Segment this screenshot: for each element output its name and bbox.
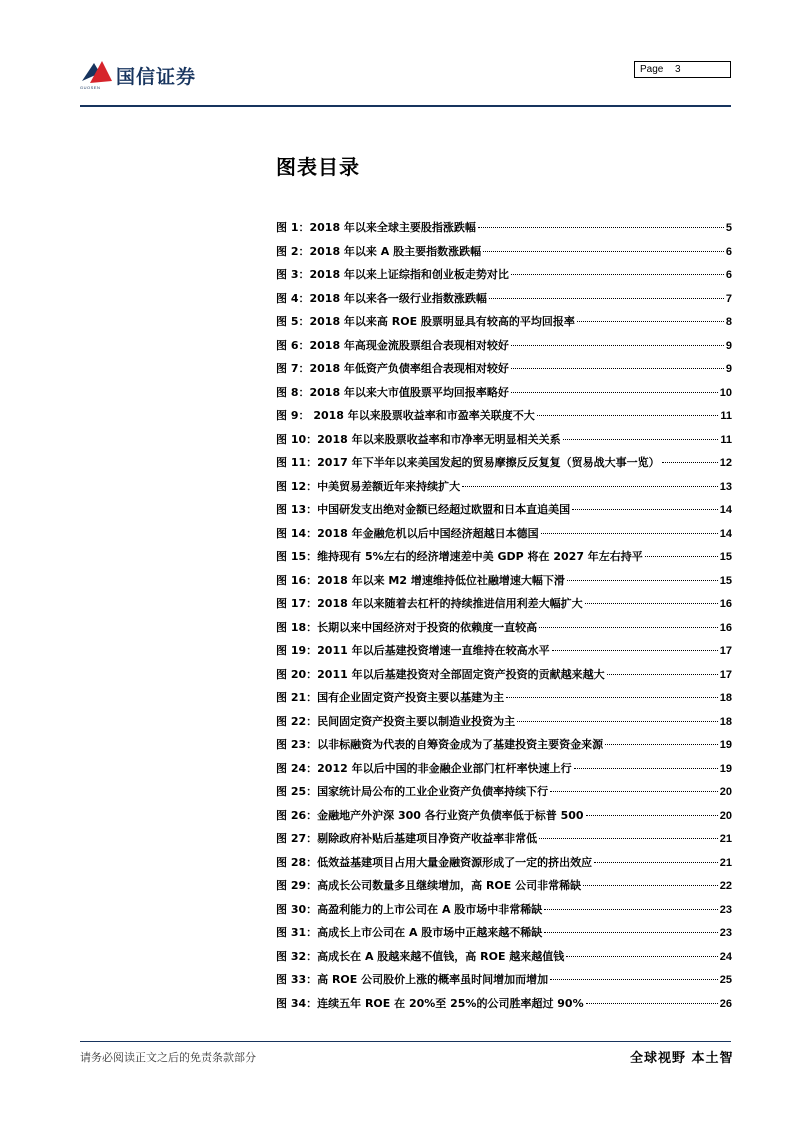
toc-entry-label: 图 18：长期以来中国经济对于投资的依赖度一直较高	[276, 620, 538, 634]
toc-entry-page: 16	[719, 598, 732, 610]
toc-leader	[605, 744, 718, 745]
toc-entry-page: 24	[719, 950, 732, 963]
brand-name: 国信证券	[116, 66, 197, 88]
toc-entry-page: 11	[720, 410, 732, 422]
toc-entry-label: 图 3：2018 年以来上证综指和创业板走势对比	[276, 268, 509, 281]
toc-entry[interactable]	[276, 360, 732, 384]
toc-leader	[574, 768, 718, 769]
toc-entry[interactable]	[276, 384, 732, 408]
toc-leader	[517, 721, 718, 722]
toc-entry[interactable]	[276, 572, 732, 596]
toc-entry-page: 16	[719, 621, 732, 634]
toc-leader	[541, 533, 718, 534]
toc-entry-page: 18	[719, 692, 732, 704]
toc-entry-label: 图 15：维持现有 5%左右的经济增速差中美 GDP 将在 2027 年左右持平	[276, 550, 643, 563]
toc-entry[interactable]	[276, 501, 732, 525]
figure-index-list	[276, 219, 732, 1018]
toc-leader	[563, 439, 719, 440]
toc-entry-page: 6	[725, 245, 732, 258]
page-indicator	[634, 61, 731, 78]
toc-entry-label: 图 16：2018 年以来 M2 增速维持低位社融增速大幅下滑	[276, 573, 565, 587]
toc-entry-label: 图 32：高成长在 A 股越来越不值钱，高 ROE 越来越值钱	[276, 949, 565, 963]
toc-entry[interactable]	[276, 431, 732, 455]
toc-entry-label: 图 4：2018 年以来各一级行业指数涨跌幅	[276, 291, 487, 305]
toc-entry[interactable]	[276, 854, 732, 878]
toc-leader	[478, 227, 724, 228]
toc-entry[interactable]	[276, 736, 732, 760]
toc-leader	[544, 932, 717, 933]
toc-leader	[550, 979, 718, 980]
toc-entry[interactable]	[276, 689, 732, 713]
toc-leader	[662, 462, 718, 463]
toc-leader	[583, 885, 718, 886]
toc-entry[interactable]	[276, 619, 732, 643]
toc-entry-label: 图 8：2018 年以来大市值股票平均回报率略好	[276, 385, 509, 399]
toc-entry-label: 图 7：2018 年低资产负债率组合表现相对较好	[276, 362, 509, 375]
toc-entry-page: 21	[719, 833, 732, 845]
toc-entry-page: 20	[719, 809, 732, 822]
brand-subtext: GUOSEN	[80, 85, 101, 90]
toc-leader	[572, 509, 718, 510]
toc-leader	[645, 556, 718, 557]
toc-entry-label: 图 27：剔除政府补贴后基建项目净资产收益率非常低	[276, 832, 538, 845]
toc-leader	[586, 1003, 718, 1004]
toc-entry-label: 图 17：2018 年以来随着去杠杆的持续推进信用利差大幅扩大	[276, 597, 583, 610]
toc-entry-page: 13	[719, 480, 732, 493]
toc-leader	[539, 627, 718, 628]
toc-entry[interactable]	[276, 971, 732, 995]
toc-leader	[550, 791, 718, 792]
toc-entry-label: 图 29：高成长公司数量多且继续增加，高 ROE 公司非常稀缺	[276, 879, 582, 892]
page-number: 3	[675, 64, 681, 75]
toc-entry[interactable]	[276, 595, 732, 619]
toc-entry[interactable]	[276, 830, 732, 854]
toc-entry-page: 5	[725, 222, 732, 234]
toc-entry[interactable]	[276, 219, 732, 243]
toc-entry-label: 图 13：中国研发支出绝对金额已经超过欧盟和日本直追美国	[276, 503, 571, 516]
toc-entry-label: 图 9： 2018 年以来股票收益率和市盈率关联度不大	[276, 409, 535, 422]
toc-entry-label: 图 26：金融地产外沪深 300 各行业资产负债率低于标普 500	[276, 808, 584, 822]
toc-entry[interactable]	[276, 713, 732, 737]
toc-entry-label: 图 11：2017 年下半年以来美国发起的贸易摩擦反反复复（贸易战大事一览）	[276, 456, 660, 469]
toc-entry-page: 17	[719, 668, 732, 681]
toc-entry-label: 图 2：2018 年以来 A 股主要指数涨跌幅	[276, 244, 482, 258]
toc-entry[interactable]	[276, 948, 732, 972]
toc-entry-label: 图 5：2018 年以来高 ROE 股票明显具有较高的平均回报率	[276, 315, 575, 328]
toc-entry-page: 25	[719, 974, 732, 986]
toc-entry-label: 图 23：以非标融资为代表的自筹资金成为了基建投资主要资金来源	[276, 738, 604, 751]
toc-entry[interactable]	[276, 995, 732, 1019]
toc-leader	[586, 815, 718, 816]
footer-slogan: 全球视野 本土智	[630, 1051, 734, 1066]
toc-entry-page: 7	[725, 292, 732, 305]
toc-leader	[462, 486, 718, 487]
toc-entry-label: 图 22：民间固定资产投资主要以制造业投资为主	[276, 714, 516, 728]
toc-entry-label: 图 12：中美贸易差额近年来持续扩大	[276, 479, 461, 493]
toc-leader	[511, 368, 724, 369]
footer-disclaimer: 请务必阅读正文之后的免责条款部分	[80, 1051, 256, 1064]
toc-entry-page: 14	[719, 527, 732, 540]
toc-entry[interactable]	[276, 807, 732, 831]
toc-entry-page: 23	[719, 903, 732, 916]
toc-entry[interactable]	[276, 266, 732, 290]
toc-entry-page: 11	[720, 433, 732, 446]
toc-entry-page: 23	[719, 927, 732, 939]
toc-entry[interactable]	[276, 290, 732, 314]
toc-leader	[544, 909, 717, 910]
toc-entry[interactable]	[276, 337, 732, 361]
page-label: Page	[640, 64, 664, 75]
toc-entry-label: 图 21：国有企业固定资产投资主要以基建为主	[276, 691, 505, 704]
toc-entry[interactable]	[276, 548, 732, 572]
toc-entry-page: 12	[719, 457, 732, 469]
toc-entry-page: 22	[719, 880, 732, 892]
toc-leader	[567, 580, 718, 581]
toc-entry-page: 14	[719, 504, 732, 516]
toc-leader	[539, 838, 718, 839]
toc-entry[interactable]	[276, 783, 732, 807]
toc-leader	[506, 697, 718, 698]
toc-leader	[511, 274, 724, 275]
toc-entry[interactable]	[276, 924, 732, 948]
toc-entry-label: 图 1：2018 年以来全球主要股指涨跌幅	[276, 221, 476, 234]
toc-entry[interactable]	[276, 407, 732, 431]
toc-leader	[607, 674, 718, 675]
toc-entry[interactable]	[276, 666, 732, 690]
toc-entry-page: 9	[725, 363, 732, 375]
toc-entry-label: 图 14：2018 年金融危机以后中国经济超越日本德国	[276, 526, 539, 540]
toc-title: 图表目录	[276, 155, 360, 179]
toc-leader	[552, 650, 718, 651]
toc-entry-label: 图 20：2011 年以后基建投资对全部固定资产投资的贡献越来越大	[276, 667, 605, 681]
toc-entry-page: 19	[719, 762, 732, 775]
toc-entry-page: 8	[725, 316, 732, 328]
toc-entry[interactable]	[276, 760, 732, 784]
toc-entry[interactable]	[276, 454, 732, 478]
toc-entry-label: 图 31：高成长上市公司在 A 股市场中正越来越不稀缺	[276, 926, 543, 939]
company-logo	[80, 55, 220, 95]
toc-leader	[483, 251, 724, 252]
toc-entry-page: 9	[725, 339, 732, 352]
toc-entry-label: 图 33：高 ROE 公司股价上涨的概率虽时间增加而增加	[276, 973, 549, 986]
toc-entry-page: 19	[719, 739, 732, 751]
toc-entry-label: 图 19：2011 年以后基建投资增速一直维持在较高水平	[276, 644, 550, 657]
toc-entry[interactable]	[276, 642, 732, 666]
toc-entry[interactable]	[276, 478, 732, 502]
toc-entry-page: 15	[719, 574, 732, 587]
toc-entry-page: 15	[719, 551, 732, 563]
toc-entry[interactable]	[276, 313, 732, 337]
toc-entry-page: 26	[719, 997, 732, 1010]
toc-entry[interactable]	[276, 525, 732, 549]
toc-entry-page: 17	[719, 645, 732, 657]
toc-entry[interactable]	[276, 243, 732, 267]
footer-divider	[80, 1041, 731, 1042]
toc-leader	[489, 298, 724, 299]
toc-entry-page: 6	[725, 269, 732, 281]
toc-entry-label: 图 28：低效益基建项目占用大量金融资源形成了一定的挤出效应	[276, 855, 593, 869]
toc-leader	[511, 345, 724, 346]
toc-entry-page: 20	[719, 786, 732, 798]
toc-leader	[566, 956, 717, 957]
header-divider	[80, 105, 731, 107]
toc-leader	[585, 603, 718, 604]
toc-leader	[511, 392, 718, 393]
logo-mark-icon	[80, 55, 114, 85]
toc-entry-page: 10	[719, 386, 732, 399]
toc-entry-page: 21	[719, 856, 732, 869]
toc-entry-page: 18	[719, 715, 732, 728]
toc-entry-label: 图 6：2018 年高现金流股票组合表现相对较好	[276, 338, 509, 352]
toc-entry-label: 图 30：高盈利能力的上市公司在 A 股市场中非常稀缺	[276, 902, 543, 916]
toc-entry-label: 图 24：2012 年以后中国的非金融企业部门杠杆率快速上行	[276, 761, 572, 775]
toc-leader	[537, 415, 719, 416]
toc-leader	[594, 862, 718, 863]
toc-entry[interactable]	[276, 901, 732, 925]
toc-entry[interactable]	[276, 877, 732, 901]
toc-leader	[577, 321, 724, 322]
toc-entry-label: 图 34：连续五年 ROE 在 20%至 25%的公司胜率超过 90%	[276, 996, 584, 1010]
toc-entry-label: 图 10：2018 年以来股票收益率和市净率无明显相关关系	[276, 432, 561, 446]
toc-entry-label: 图 25：国家统计局公布的工业企业资产负债率持续下行	[276, 785, 549, 798]
